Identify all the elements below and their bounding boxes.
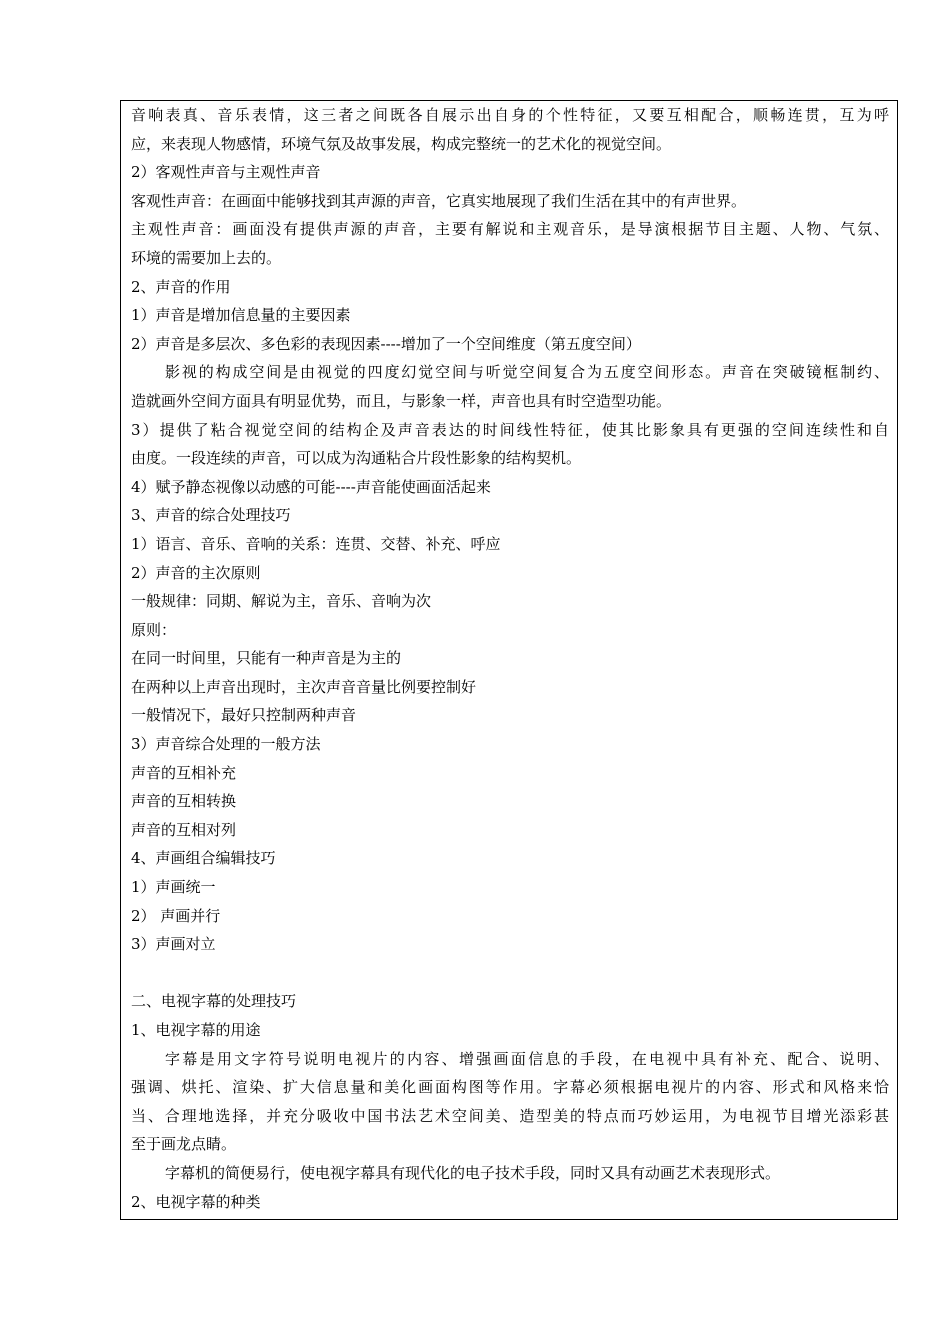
text-line: 2、电视字幕的种类 [131, 1192, 261, 1211]
text-line: 客观性声音：在画面中能够找到其声源的声音，它真实地展现了我们生活在其中的有声世界。 [131, 191, 747, 210]
text-line: 影视的构成空间是由视觉的四度幻觉空间与听觉空间复合为五度空间形态。声音在突破镜框制约、 [165, 363, 889, 382]
text-line: 2）客观性声音与主观性声音 [131, 163, 321, 182]
content-table-cell [120, 100, 898, 1220]
text-line: 当、合理地选择，并充分吸收中国书法艺术空间美、造型美的特点而巧妙运用，为电视节目增光添彩甚 [131, 1106, 889, 1125]
text-line: 字幕是用文字符号说明电视片的内容、增强画面信息的手段，在电视中具有补充、配合、说明、 [165, 1049, 889, 1068]
text-line: 4）赋予静态视像以动感的可能----声音能使画面活起来 [131, 477, 491, 496]
text-line: 1、电视字幕的用途 [131, 1021, 261, 1039]
text-line: 二、电视字幕的处理技巧 [131, 992, 297, 1011]
text-line: 1）语言、音乐、音响的关系：连贯、交替、补充、呼应 [131, 534, 501, 553]
text-line: 字幕机的简便易行，使电视字幕具有现代化的电子技术手段，同时又具有动画艺术表现形式。 [165, 1163, 781, 1182]
text-line: 原则： [131, 620, 177, 639]
text-line: 在同一时间里，只能有一种声音是为主的 [131, 649, 402, 668]
text-line: 主观性声音：画面没有提供声源的声音，主要有解说和主观音乐，是导演根据节目主题、人物、气氛、 [131, 220, 889, 239]
text-line: 2）声音是多层次、多色彩的表现因素----增加了一个空间维度（第五度空间） [131, 334, 641, 353]
text-line: 一般规律：同期、解说为主，音乐、音响为次 [131, 592, 432, 611]
text-line: 在两种以上声音出现时，主次声音音量比例要控制好 [131, 677, 477, 696]
document-body [131, 101, 889, 1216]
text-line: 声音的互相对列 [131, 820, 237, 839]
text-line: 应，来表现人物感情，环境气氛及故事发展，构成完整统一的艺术化的视觉空间。 [131, 134, 672, 153]
text-line: 声音的互相转换 [131, 792, 237, 811]
text-line: 造就画外空间方面具有明显优势，而且，与影象一样，声音也具有时空造型功能。 [131, 391, 672, 410]
text-line: 2） 声画并行 [131, 906, 221, 925]
text-line: 声音的互相补充 [131, 763, 237, 782]
text-line: 至于画龙点睛。 [131, 1135, 237, 1154]
text-line: 3）声画对立 [131, 935, 216, 954]
text-line: 环境的需要加上去的。 [131, 248, 282, 267]
text-line: 2）声音的主次原则 [131, 563, 261, 582]
text-line: 强调、烘托、渲染、扩大信息量和美化画面构图等作用。字幕必须根据电视片的内容、形式和风格来恰 [131, 1078, 889, 1097]
text-line: 音响表真、音乐表情，这三者之间既各自展示出自身的个性特征，又要互相配合，顺畅连贯，互为呼 [131, 106, 889, 124]
text-line: 2、声音的作用 [131, 277, 231, 296]
text-line: 3、声音的综合处理技巧 [131, 506, 291, 525]
text-line: 由度。一段连续的声音，可以成为沟通粘合片段性影象的结构契机。 [131, 449, 582, 468]
text-line: 4、声画组合编辑技巧 [131, 849, 276, 868]
text-line: 3）提供了粘合视觉空间的结构企及声音表达的时间线性特征，使其比影象具有更强的空间连续性和自 [131, 420, 889, 439]
text-line: 一般情况下，最好只控制两种声音 [131, 706, 357, 725]
blank-line [131, 959, 889, 988]
text-line: 1）声画统一 [131, 878, 216, 897]
text-line: 1）声音是增加信息量的主要因素 [131, 306, 351, 325]
text-line: 3）声音综合处理的一般方法 [131, 735, 321, 754]
